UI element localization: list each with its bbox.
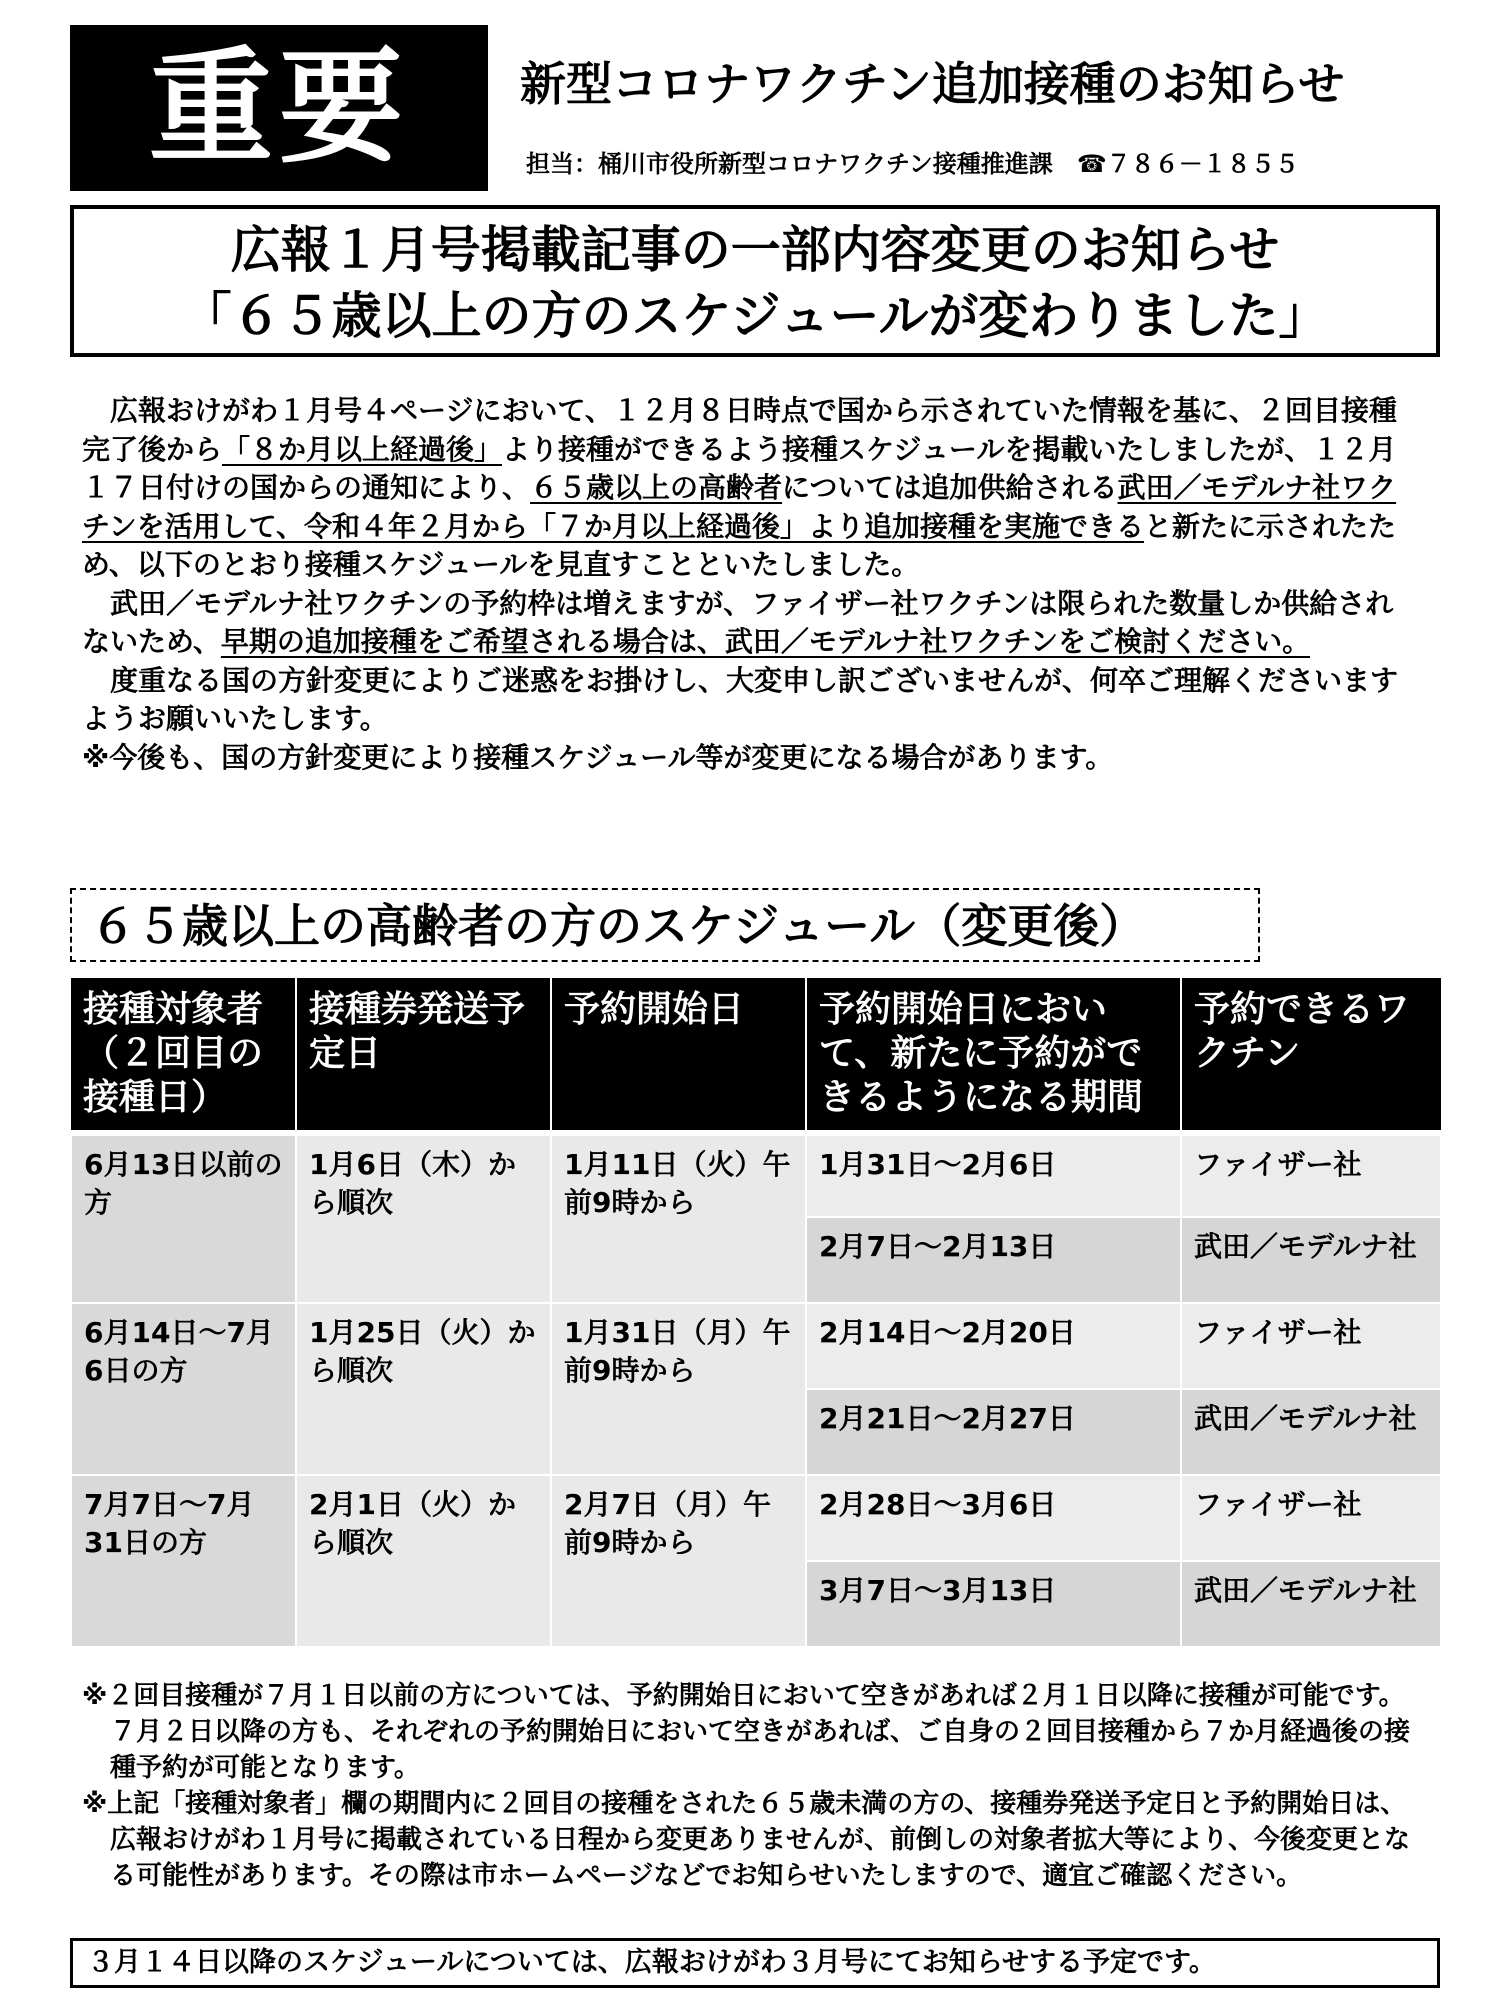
cell-period: 2月14日～2月20日 <box>806 1303 1181 1389</box>
cell-target: 6月13日以前の方 <box>71 1133 296 1303</box>
page-title: 新型コロナワクチン追加接種のお知らせ <box>520 57 1345 111</box>
header-start: 予約開始日 <box>551 978 806 1133</box>
important-badge: 重要 <box>70 25 488 191</box>
header-voucher: 接種券発送予定日 <box>296 978 551 1133</box>
table-row <box>71 1475 1441 1561</box>
text-segment: 広報おけがわ１月号４ページにおいて、１２月８日時点で国から示されていた情報を基に、２回目接種完了後から <box>82 394 1397 466</box>
cell-vaccine: ファイザー社 <box>1181 1475 1441 1561</box>
emphasis-moderna-plan: 武田／モデルナ社ワクチンを活用して、令和４年２月から「７か月以上経過後」より追加接種を実施できる <box>82 471 1397 543</box>
cell-start: 1月11日（火）午前9時から <box>551 1133 806 1303</box>
body-paragraph-3: 度重なる国の方針変更によりご迷惑をお掛けし、大変申し訳ございませんが、何卒ご理解くださいますようお願いいたします。 <box>82 663 1399 735</box>
march-schedule-notice: ３月１４日以降のスケジュールについては、広報おけがわ３月号にてお知らせする予定です。 <box>70 1938 1440 1988</box>
cell-period: 2月7日～2月13日 <box>806 1217 1181 1303</box>
body-paragraph-2 <box>82 585 1417 662</box>
header-target: 接種対象者（２回目の接種日） <box>71 978 296 1133</box>
cell-target: 7月7日～7月31日の方 <box>71 1475 296 1647</box>
cell-voucher: 1月25日（火）から順次 <box>296 1303 551 1475</box>
text-segment: と新たに示されたため、以下のとおり接種スケジュールを見直すことといたしました。 <box>82 509 1397 581</box>
contact-phone: ☎７８６－１８５５ <box>1076 150 1299 178</box>
cell-period: 1月31日～2月6日 <box>806 1133 1181 1217</box>
cell-voucher: 2月1日（火）から順次 <box>296 1475 551 1647</box>
emphasis-8-months: 「８か月以上経過後」 <box>222 432 503 466</box>
footnote-2: ※上記「接種対象者」欄の期間内に２回目の接種をされた６５歳未満の方の、接種券発送予定日と予約開始日は、広報おけがわ１月号に掲載されている日程から変更ありませんが、前倒しの対象者拡大等により、今後変更となる可能性があります。その際は市ホームページなどでお知らせいたしますので、適宜ご確認ください。 <box>82 1789 1411 1891</box>
body-paragraph-1 <box>82 392 1417 585</box>
cell-vaccine: 武田／モデルナ社 <box>1181 1389 1441 1475</box>
table-row <box>71 1303 1441 1389</box>
footnote-1: ※２回目接種が７月１日以前の方については、予約開始日において空きがあれば２月１日以降に接種が可能です。７月２日以降の方も、それぞれの予約開始日において空きがあれば、ご自身の２回目接種から７か月経過後の接種予約が可能となります。 <box>82 1681 1411 1783</box>
change-notice-line1: 広報１月号掲載記事の一部内容変更のお知らせ <box>230 221 1280 279</box>
text-segment: については追加供給される <box>782 471 1118 504</box>
contact-line <box>526 144 1299 179</box>
emphasis-65-elderly: ６５歳以上の高齢者 <box>530 471 783 504</box>
cell-period: 2月21日～2月27日 <box>806 1389 1181 1475</box>
table-row <box>71 1133 1441 1217</box>
change-notice-box <box>70 205 1440 357</box>
body-text <box>82 392 1417 777</box>
cell-start: 1月31日（月）午前9時から <box>551 1303 806 1475</box>
header-vaccine: 予約できるワクチン <box>1181 978 1441 1133</box>
cell-vaccine: ファイザー社 <box>1181 1133 1441 1217</box>
body-paragraph-4: ※今後も、国の方針変更により接種スケジュール等が変更になる場合があります。 <box>82 740 1114 774</box>
cell-voucher: 1月6日（木）から順次 <box>296 1133 551 1303</box>
emphasis-early-booster: 早期の追加接種をご希望される場合は、武田／モデルナ社ワクチンをご検討ください。 <box>220 625 1311 658</box>
cell-vaccine: 武田／モデルナ社 <box>1181 1217 1441 1303</box>
schedule-title: ６５歳以上の高齢者の方のスケジュール（変更後） <box>70 888 1260 962</box>
cell-target: 6月14日～7月6日の方 <box>71 1303 296 1475</box>
schedule-table <box>70 978 1442 1648</box>
cell-start: 2月7日（月）午前9時から <box>551 1475 806 1647</box>
footnotes <box>82 1678 1417 1894</box>
cell-period: 3月7日～3月13日 <box>806 1561 1181 1647</box>
schedule-header-row <box>71 978 1441 1133</box>
text-segment: より接種ができるよう接種スケジュールを掲載いたしましたが、１２月１７日付けの国からの通知により、 <box>82 432 1397 504</box>
cell-vaccine: 武田／モデルナ社 <box>1181 1561 1441 1647</box>
cell-vaccine: ファイザー社 <box>1181 1303 1441 1389</box>
header-period: 予約開始日において、新たに予約ができるようになる期間 <box>806 978 1181 1133</box>
change-notice-line2: 「６５歳以上の方のスケジュールが変わりました」 <box>181 287 1329 345</box>
text-segment: 武田／モデルナ社ワクチンの予約枠は増えますが、ファイザー社ワクチンは限られた数量しか供給されないため、 <box>82 586 1394 658</box>
contact-department: 担当：桶川市役所新型コロナワクチン接種推進課 <box>526 150 1053 178</box>
cell-period: 2月28日～3月6日 <box>806 1475 1181 1561</box>
